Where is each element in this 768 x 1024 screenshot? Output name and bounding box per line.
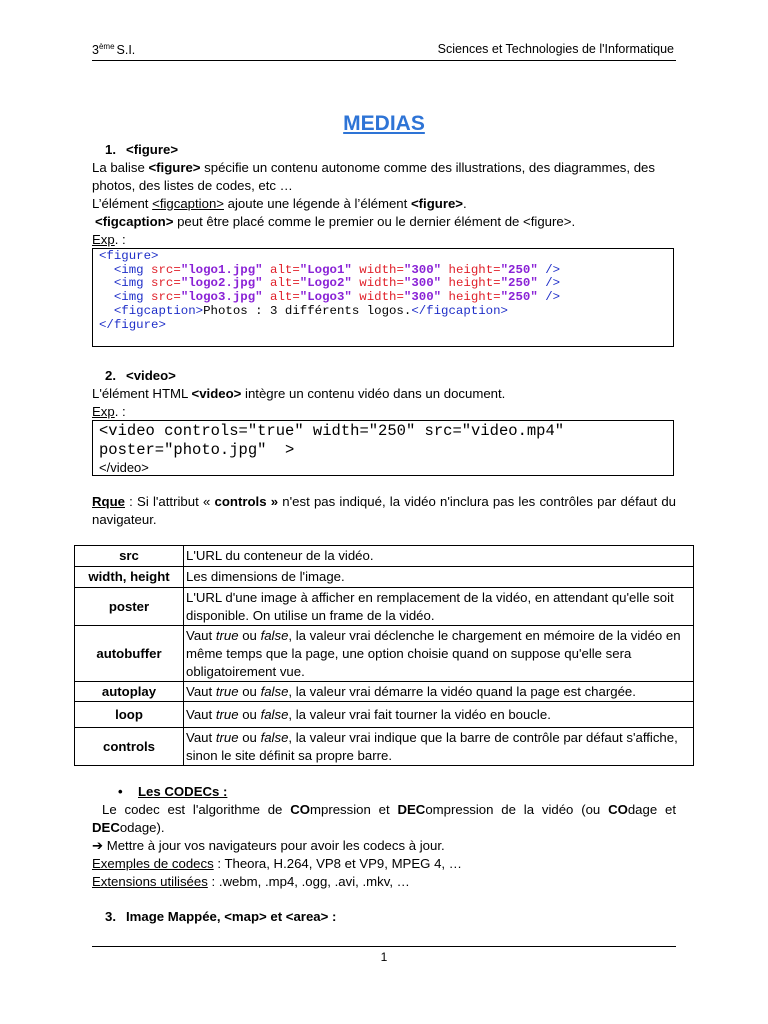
code-figcaption-line: <figcaption>Photos : 3 différents logos.</figcaption> [113, 303, 508, 318]
code-img-line-3: <img src="logo3.jpg" alt="Logo3" width="300" height="250" /> [113, 290, 561, 305]
video-code-line-2: poster="photo.jpg" > [99, 441, 295, 459]
section-heading-figure: 1. <figure> [105, 142, 179, 157]
figure-example-label: Exp. : [92, 232, 126, 247]
table-row: src L'URL du conteneur de la vidéo. [75, 546, 694, 567]
table-row: controls Vaut true ou false, la valeur vrai indique que la barre de contrôle par défaut s'affiche, sinon le site définit sa propre barre. [75, 728, 694, 766]
code-img-line-2: <img src="logo2.jpg" alt="Logo2" width="300" height="250" /> [113, 276, 561, 291]
codecs-body [92, 801, 676, 891]
table-row: autobuffer Vaut true ou false, la valeur vrai déclenche le chargement en mémoire de la vidéo en même temps que la page, une option choisie quand on suppose qu'elle sera obligatoirement vue. [75, 626, 694, 682]
bullet-icon: • [118, 784, 123, 799]
page-number: 1 [380, 950, 388, 964]
figure-paragraph-1: La balise <figure> spécifie un contenu autonome comme des illustrations, des diagrammes, des photos, des listes de codes, etc … [92, 160, 655, 193]
video-paragraph-1: L'élément HTML <video> intègre un contenu vidéo dans un document. [92, 386, 506, 401]
video-example-label: Exp. : [92, 404, 126, 419]
video-remark: Rque : Si l'attribut « controls » n'est pas indiqué, la vidéo n'inclura pas les contrôles par défaut du navigateur. [92, 494, 676, 527]
code-img-line-1: <img src="logo1.jpg" alt="Logo1" width="300" height="250" /> [113, 262, 561, 277]
video-code-block [92, 420, 674, 476]
section-heading-video: 2. <video> [105, 368, 176, 383]
codecs-definition: Le codec est l'algorithme de COmpression et DECompression de la vidéo (ou COdage et DECodage). [92, 802, 676, 835]
section-heading-image-map: 3. Image Mappée, <map> et <area> : [105, 909, 337, 924]
video-attributes-table [74, 545, 694, 766]
figure-paragraph-2: L’élément <figcaption> ajoute une légende à l’élément <figure>. [92, 196, 467, 211]
table-row: loop Vaut true ou false, la valeur vrai fait tourner la vidéo en boucle. [75, 702, 694, 728]
page-footer [92, 946, 676, 964]
codecs-update-note: ➔ Mettre à jour vos navigateurs pour avoir les codecs à jour. [92, 838, 445, 853]
table-row: autoplay Vaut true ou false, la valeur vrai démarre la vidéo quand la page est chargée. [75, 682, 694, 702]
header-subject: Sciences et Technologies de l'Informatique [437, 42, 674, 56]
video-code-line-1: <video controls="true" width="250" src="video.mp4" [99, 422, 565, 440]
arrow-right-icon: ➔ [92, 838, 104, 853]
table-row: width, height Les dimensions de l'image. [75, 567, 694, 588]
codecs-extensions: Extensions utilisées : .webm, .mp4, .ogg, .avi, .mkv, … [92, 874, 410, 889]
codecs-heading: • Les CODECs : [118, 784, 228, 799]
figure-code-block: <figure> <img src="logo1.jpg" alt="Logo1" width="300" height="250" /> <img src="logo2.jpg" alt="Logo2" width="300" height="250" /> <img src="logo3.jpg" alt="Logo3" width="300" height="250" /> <figcaption>Photos : 3 différents logos.</figcaption> </figure> [92, 248, 674, 347]
video-code-line-3: </video> [99, 460, 149, 475]
page-header [92, 42, 676, 61]
figure-paragraph-3: <figcaption> peut être placé comme le premier ou le dernier élément de <figure>. [95, 214, 576, 229]
table-row: poster L'URL d'une image à afficher en remplacement de la vidéo, en attendant qu'elle soit disponible. On utilise un frame de la vidéo. [75, 588, 694, 626]
header-level: 3ème S.I. [92, 42, 136, 57]
codecs-examples: Exemples de codecs : Theora, H.264, VP8 et VP9, MPEG 4, … [92, 856, 462, 871]
page-title: MEDIAS [343, 112, 425, 135]
